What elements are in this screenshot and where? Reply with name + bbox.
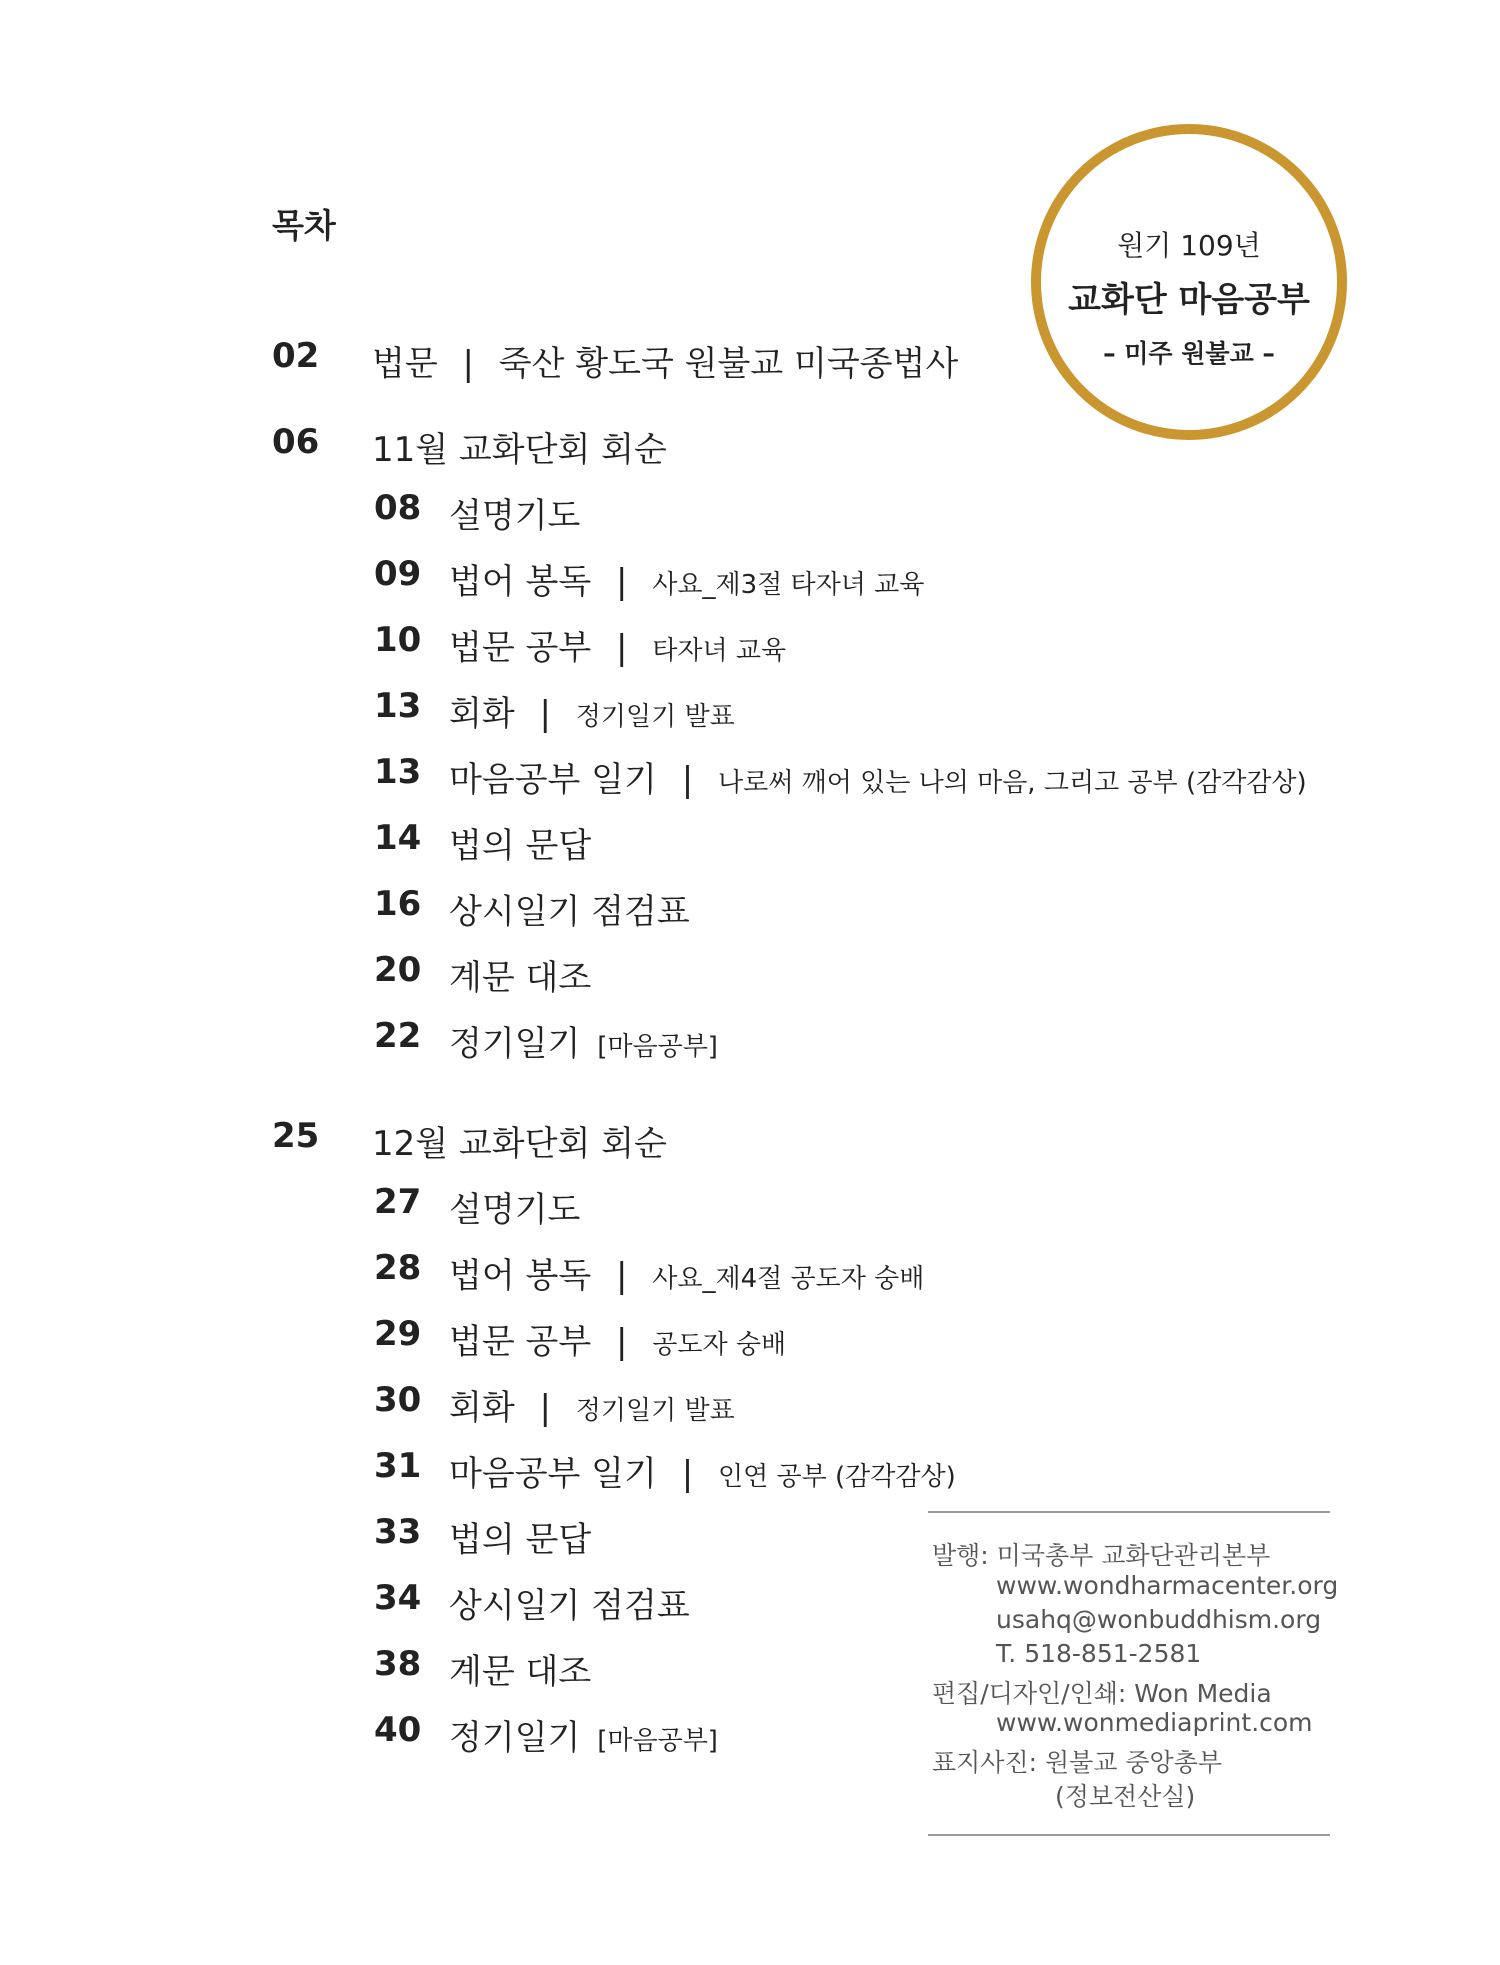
toc-entry-title: 계문 대조 bbox=[449, 958, 592, 998]
toc-separator: | bbox=[616, 1256, 628, 1296]
toc-page-number: 38 bbox=[374, 1644, 422, 1684]
toc-entry-title: 계문 대조 bbox=[449, 1652, 592, 1692]
toc-page-number: 09 bbox=[374, 554, 422, 594]
toc-page-number: 40 bbox=[374, 1710, 422, 1750]
toc-entry-subtitle: 사요_제4절 공도자 숭배 bbox=[652, 1264, 925, 1294]
toc-entry-subtitle: 타자녀 교육 bbox=[652, 636, 787, 666]
toc-entry-title: 법의 문답 bbox=[449, 1520, 592, 1560]
toc-entry-title: 법문 공부 bbox=[449, 628, 592, 668]
toc-entry-title: 회화 bbox=[449, 694, 515, 734]
toc-entry-subtitle: 정기일기 발표 bbox=[575, 702, 735, 732]
toc-heading: 목차 bbox=[272, 206, 336, 245]
toc-entry-subtitle: 사요_제3절 타자녀 교육 bbox=[652, 570, 925, 600]
toc-entry-title: 상시일기 점검표 bbox=[449, 1586, 690, 1626]
toc-page-number: 30 bbox=[374, 1380, 422, 1420]
badge-title: 교화단 마음공부 bbox=[1068, 280, 1310, 320]
cover-photo-line: 표지사진: 원불교 중앙총부 bbox=[932, 1748, 1222, 1777]
toc-page-number: 34 bbox=[374, 1578, 422, 1618]
email-line[interactable]: usahq@wonbuddhism.org bbox=[996, 1605, 1322, 1634]
toc-page-number: 06 bbox=[272, 422, 320, 462]
badge-year: 원기 109년 bbox=[1117, 229, 1261, 262]
toc-separator: | bbox=[681, 760, 694, 800]
toc-entry-title: 정기일기 bbox=[449, 1718, 581, 1758]
editor-website-line[interactable]: www.wonmediaprint.com bbox=[996, 1708, 1313, 1737]
toc-entry-title: 정기일기 bbox=[449, 1024, 581, 1064]
editor-line: 편집/디자인/인쇄: Won Media bbox=[932, 1679, 1272, 1708]
cover-badge bbox=[1031, 124, 1347, 440]
toc-entry-title: 법어 봉독 bbox=[449, 562, 592, 602]
toc-separator: | bbox=[616, 628, 628, 668]
info-bottom-rule bbox=[928, 1834, 1330, 1836]
toc-page-number: 28 bbox=[374, 1248, 422, 1288]
toc-page-number: 13 bbox=[374, 686, 422, 726]
toc-page-number: 16 bbox=[374, 884, 422, 924]
toc-separator: | bbox=[462, 344, 474, 384]
cover-photo-dept-line: (정보전산실) bbox=[1055, 1782, 1196, 1811]
toc-entry-title: 법어 봉독 bbox=[449, 1256, 592, 1296]
toc-page-number: 08 bbox=[374, 488, 422, 528]
toc-page-number: 13 bbox=[374, 752, 422, 792]
toc-separator: | bbox=[539, 694, 551, 734]
toc-section[interactable] bbox=[272, 1116, 1072, 1162]
toc-page-number: 02 bbox=[272, 336, 320, 376]
toc-page-number: 29 bbox=[374, 1314, 422, 1354]
toc-separator: | bbox=[539, 1388, 551, 1428]
toc-entry-title: 설명기도 bbox=[449, 496, 581, 536]
toc-entry-title: 법의 문답 bbox=[449, 826, 592, 866]
toc-entry-title: 마음공부 일기 bbox=[449, 1454, 657, 1494]
toc-entry-subtitle: [마음공부] bbox=[597, 1726, 718, 1756]
toc-entry-subtitle: 공도자 숭배 bbox=[652, 1330, 787, 1360]
toc-separator: | bbox=[616, 562, 628, 602]
toc-entry-subtitle: [마음공부] bbox=[597, 1032, 718, 1062]
toc-separator: | bbox=[616, 1322, 628, 1362]
toc-page-number: 33 bbox=[374, 1512, 422, 1552]
toc-page-number: 25 bbox=[272, 1116, 320, 1156]
toc-page-number: 22 bbox=[374, 1016, 422, 1056]
toc-entry-title: 법문 공부 bbox=[449, 1322, 592, 1362]
publisher-line: 발행: 미국총부 교화단관리본부 bbox=[932, 1541, 1271, 1570]
toc-section[interactable] bbox=[272, 336, 1072, 382]
toc-entry-title: 법문 | 죽산 황도국 원불교 미국종법사 bbox=[372, 344, 959, 384]
website-line[interactable]: www.wondharmacenter.org bbox=[996, 1571, 1339, 1600]
toc-entry-subtitle: 죽산 황도국 원불교 미국종법사 bbox=[498, 344, 959, 384]
toc-entry-subtitle: 정기일기 발표 bbox=[575, 1396, 735, 1426]
toc-entry-subtitle: 인연 공부 (감각감상) bbox=[717, 1462, 956, 1492]
toc-entry-title: 11월 교화단회 회순 bbox=[372, 430, 667, 470]
toc-entry-title: 12월 교화단회 회순 bbox=[372, 1124, 667, 1164]
toc-page-number: 31 bbox=[374, 1446, 422, 1486]
toc-page-number: 14 bbox=[374, 818, 422, 858]
info-top-rule bbox=[928, 1511, 1330, 1513]
toc-separator: | bbox=[681, 1454, 694, 1494]
toc-section[interactable] bbox=[272, 422, 1072, 468]
toc-entry-subtitle: 나로써 깨어 있는 나의 마음, 그리고 공부 (감각감상) bbox=[717, 768, 1307, 798]
toc-page-number: 10 bbox=[374, 620, 422, 660]
toc-page-number: 27 bbox=[374, 1182, 422, 1222]
toc-entry-title: 마음공부 일기 bbox=[449, 760, 657, 800]
toc-entry-title: 설명기도 bbox=[449, 1190, 581, 1230]
toc-entry-title: 회화 bbox=[449, 1388, 515, 1428]
toc-entry-title: 상시일기 점검표 bbox=[449, 892, 690, 932]
badge-subtitle: – 미주 원불교 – bbox=[1103, 339, 1275, 368]
toc-page-number: 20 bbox=[374, 950, 422, 990]
phone-line: T. 518-851-2581 bbox=[996, 1639, 1202, 1668]
